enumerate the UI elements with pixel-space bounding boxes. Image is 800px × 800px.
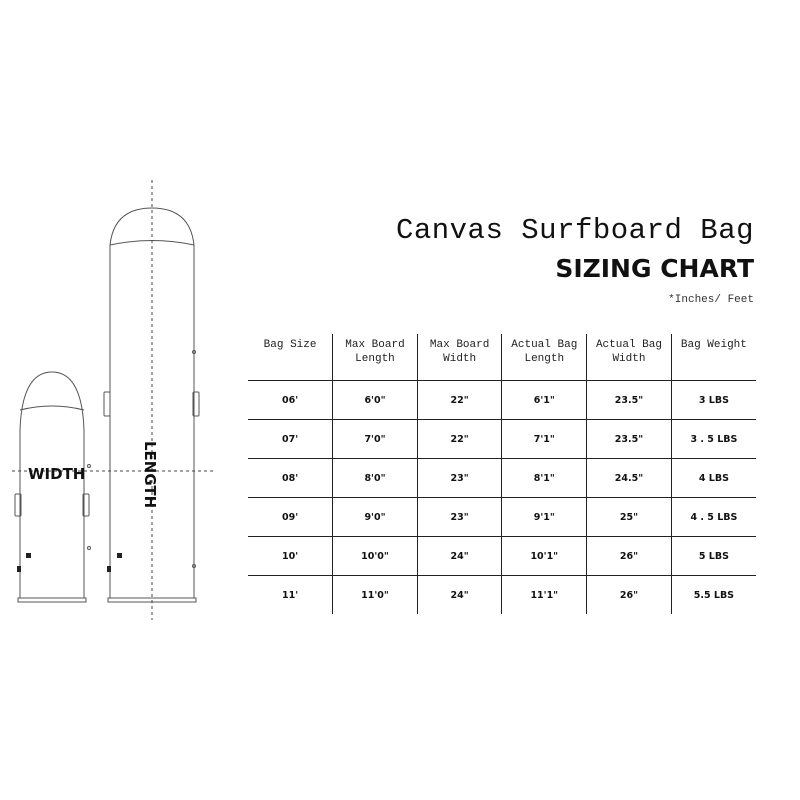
table-cell: 26" <box>587 537 672 576</box>
table-row <box>248 498 756 537</box>
table-row <box>248 420 756 459</box>
table-cell: 4 LBS <box>671 459 756 498</box>
table-cell: 7'0" <box>333 420 418 459</box>
table-cell: 8'1" <box>502 459 587 498</box>
table-cell: 06' <box>248 381 333 420</box>
table-cell: 10' <box>248 537 333 576</box>
units-note: *Inches/ Feet <box>668 294 754 306</box>
table-cell: 10'1" <box>502 537 587 576</box>
table-cell: 11'0" <box>333 576 418 615</box>
small-bag-zipper-tab <box>17 566 21 572</box>
table-cell: 9'0" <box>333 498 418 537</box>
table-cell: 25" <box>587 498 672 537</box>
column-header: Max Board Length <box>333 334 418 381</box>
column-header: Actual Bag Width <box>587 334 672 381</box>
table-cell: 23" <box>417 498 502 537</box>
large-bag-zipper-tab <box>107 566 111 572</box>
large-bag-logo-patch <box>117 553 122 558</box>
table-cell: 22" <box>417 420 502 459</box>
table-cell: 07' <box>248 420 333 459</box>
table-row <box>248 537 756 576</box>
table-cell: 24.5" <box>587 459 672 498</box>
table-cell: 26" <box>587 576 672 615</box>
table-cell: 4 . 5 LBS <box>671 498 756 537</box>
page-title: Canvas Surfboard Bag <box>395 214 754 247</box>
length-label: LENGTH <box>141 441 159 509</box>
table-header-row <box>248 334 756 381</box>
table-cell: 9'1" <box>502 498 587 537</box>
table-cell: 23.5" <box>587 420 672 459</box>
small-bag-outline <box>15 372 91 602</box>
table-cell: 3 . 5 LBS <box>671 420 756 459</box>
table-cell: 23.5" <box>587 381 672 420</box>
table-row <box>248 459 756 498</box>
table-cell: 08' <box>248 459 333 498</box>
table-cell: 7'1" <box>502 420 587 459</box>
table-cell: 5 LBS <box>671 537 756 576</box>
table-cell: 24" <box>417 576 502 615</box>
width-label: WIDTH <box>28 465 86 483</box>
table-cell: 24" <box>417 537 502 576</box>
small-bag-logo-patch <box>26 553 31 558</box>
table-cell: 10'0" <box>333 537 418 576</box>
table-cell: 11'1" <box>502 576 587 615</box>
table-cell: 09' <box>248 498 333 537</box>
table-row <box>248 576 756 615</box>
table-cell: 23" <box>417 459 502 498</box>
sizing-table <box>248 334 756 614</box>
column-header: Actual Bag Length <box>502 334 587 381</box>
table-cell: 11' <box>248 576 333 615</box>
table-cell: 6'1" <box>502 381 587 420</box>
chart-subtitle: SIZING CHART <box>555 254 754 283</box>
column-header: Bag Weight <box>671 334 756 381</box>
table-cell: 22" <box>417 381 502 420</box>
table-cell: 3 LBS <box>671 381 756 420</box>
table-cell: 8'0" <box>333 459 418 498</box>
table-cell: 5.5 LBS <box>671 576 756 615</box>
column-header: Max Board Width <box>417 334 502 381</box>
table-cell: 6'0" <box>333 381 418 420</box>
table-row <box>248 381 756 420</box>
column-header: Bag Size <box>263 339 317 351</box>
